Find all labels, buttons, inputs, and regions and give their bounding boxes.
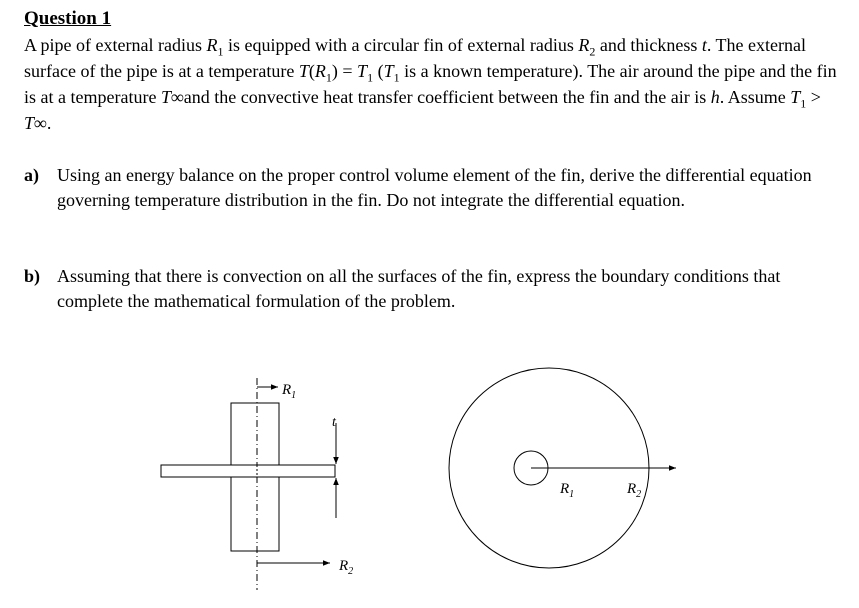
problem-statement: A pipe of external radius $R_1$ is equipped with a circular fin of external radius $R_2$ and thickness t. The external surface of the pipe is at a temperature $T(R_1) = T_1$ ($T_1$ is a known temperature). The air around the pipe and the fin is at a temperature T∞and the convective heat transfer coefficient between the fin and the air is h. Assume $T_1 > T\infty$. bbox=[24, 35, 837, 133]
fin-plate bbox=[161, 465, 335, 477]
question-title: Question 1 bbox=[24, 8, 112, 29]
question-b-label: b) bbox=[24, 266, 41, 286]
front-r1-label: $R_1$ bbox=[560, 481, 575, 500]
side-t-label: t bbox=[332, 415, 336, 430]
side-r2-label: $R_2$ bbox=[339, 558, 354, 577]
question-b-text: Assuming that there is convection on all the surfaces of the fin, express the boundary conditions that complete the mathematical formulation of the problem. bbox=[57, 266, 781, 311]
side-r1-label: $R_1$ bbox=[282, 382, 297, 401]
front-view-diagram bbox=[449, 368, 676, 568]
front-r2-label: $R_2$ bbox=[627, 481, 642, 500]
side-view-diagram bbox=[161, 378, 336, 590]
question-a-text: Using an energy balance on the proper control volume element of the fin, derive the differential equation governing temperature distribution in the fin. Do not integrate the differential equation. bbox=[57, 165, 812, 210]
question-a-label: a) bbox=[24, 165, 39, 185]
